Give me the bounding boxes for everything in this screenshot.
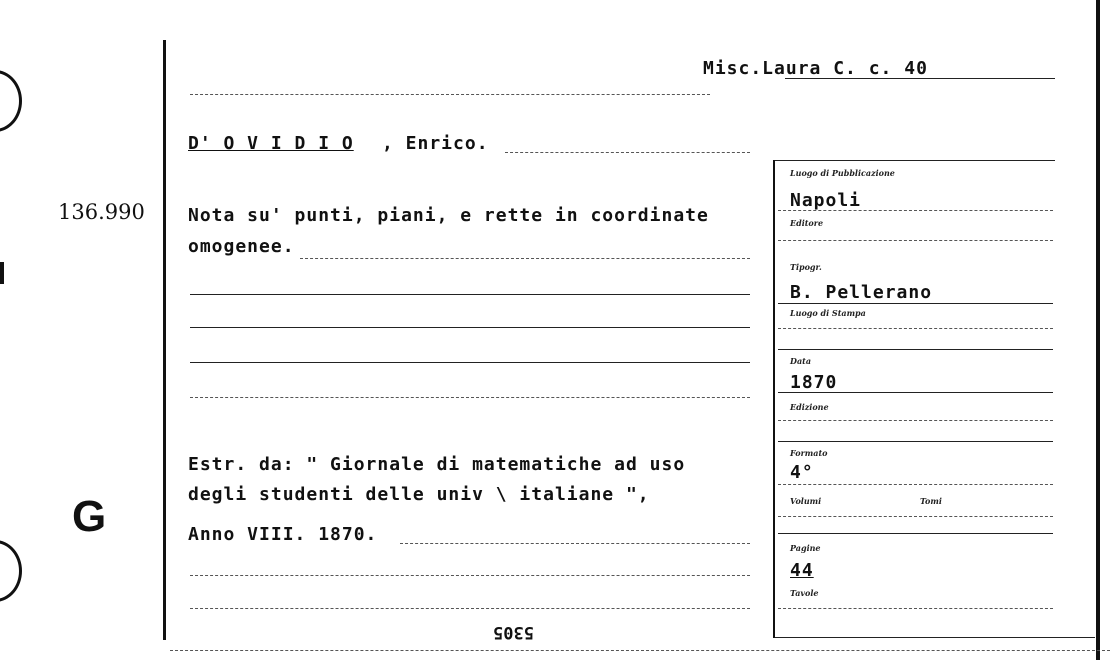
title-line-2: omogenee.	[188, 236, 295, 257]
author-given-name: , Enrico.	[382, 133, 489, 154]
extract-line-3: Anno VIII. 1870.	[188, 524, 378, 545]
value-tipogr: B. Pellerano	[790, 282, 933, 303]
blank-rule-3	[190, 362, 750, 363]
label-pagine: Pagine	[790, 543, 821, 553]
bottom-number: 5305	[493, 622, 534, 642]
value-luogo-pubblicazione: Napoli	[790, 190, 862, 211]
rule-luogo-pubblicazione	[778, 210, 1053, 211]
rule-tipogr	[778, 303, 1053, 304]
title-line-2-rule	[300, 258, 750, 259]
value-pagine: 44	[790, 560, 814, 581]
label-luogo-stampa: Luogo di Stampa	[790, 308, 866, 318]
side-panel-top	[775, 160, 1055, 161]
label-luogo-pubblicazione: Luogo di Pubblicazione	[790, 168, 895, 178]
label-formato: Formato	[790, 448, 828, 458]
side-panel-bottom	[775, 637, 1095, 638]
label-tomi: Tomi	[920, 496, 942, 506]
catalog-letter: G	[72, 492, 107, 541]
rule-luogo-stampa	[778, 328, 1053, 329]
label-tipogr: Tipogr.	[790, 262, 822, 272]
label-volumi: Volumi	[790, 496, 822, 506]
author-line	[505, 152, 750, 153]
punch-hole-top	[0, 70, 22, 132]
extract-blank-rule-1	[190, 575, 750, 576]
rule-edizione-2	[778, 441, 1053, 442]
value-formato: 4°	[790, 462, 814, 483]
blank-rule-4	[190, 397, 750, 398]
bottom-rule	[170, 650, 1110, 651]
blank-rule-2	[190, 327, 750, 328]
header-dotted-line	[190, 94, 710, 95]
punch-hole-bottom	[0, 540, 22, 602]
rule-volumi-2	[778, 533, 1053, 534]
rule-volumi	[778, 516, 1053, 517]
extract-line-2: degli studenti delle univ \ italiane ",	[188, 484, 650, 505]
extract-line-3-rule	[400, 543, 750, 544]
author-surname: D' O V I D I O	[188, 133, 354, 154]
margin-mark	[0, 262, 4, 284]
inventory-number: 136.990	[58, 200, 145, 224]
label-tavole: Tavole	[790, 588, 819, 598]
shelfmark-underline	[785, 78, 1055, 79]
left-margin-rule	[163, 40, 166, 640]
value-data: 1870	[790, 372, 838, 393]
title-line-1: Nota su' punti, piani, e rette in coordinate	[188, 205, 709, 226]
rule-data	[778, 392, 1053, 393]
side-panel-divider	[773, 160, 775, 638]
extract-blank-rule-2	[190, 608, 750, 609]
label-editore: Editore	[790, 218, 824, 228]
rule-edizione	[778, 420, 1053, 421]
card-right-edge	[1096, 0, 1100, 660]
label-data: Data	[790, 356, 811, 366]
blank-rule-1	[190, 294, 750, 295]
rule-formato	[778, 484, 1053, 485]
rule-luogo-stampa-2	[778, 349, 1053, 350]
collection-shelfmark: Misc.Laura C. c. 40	[703, 58, 928, 79]
extract-line-1: Estr. da: " Giornale di matematiche ad uso	[188, 454, 686, 475]
rule-editore	[778, 240, 1053, 241]
label-edizione: Edizione	[790, 402, 829, 412]
rule-tavole	[778, 608, 1053, 609]
